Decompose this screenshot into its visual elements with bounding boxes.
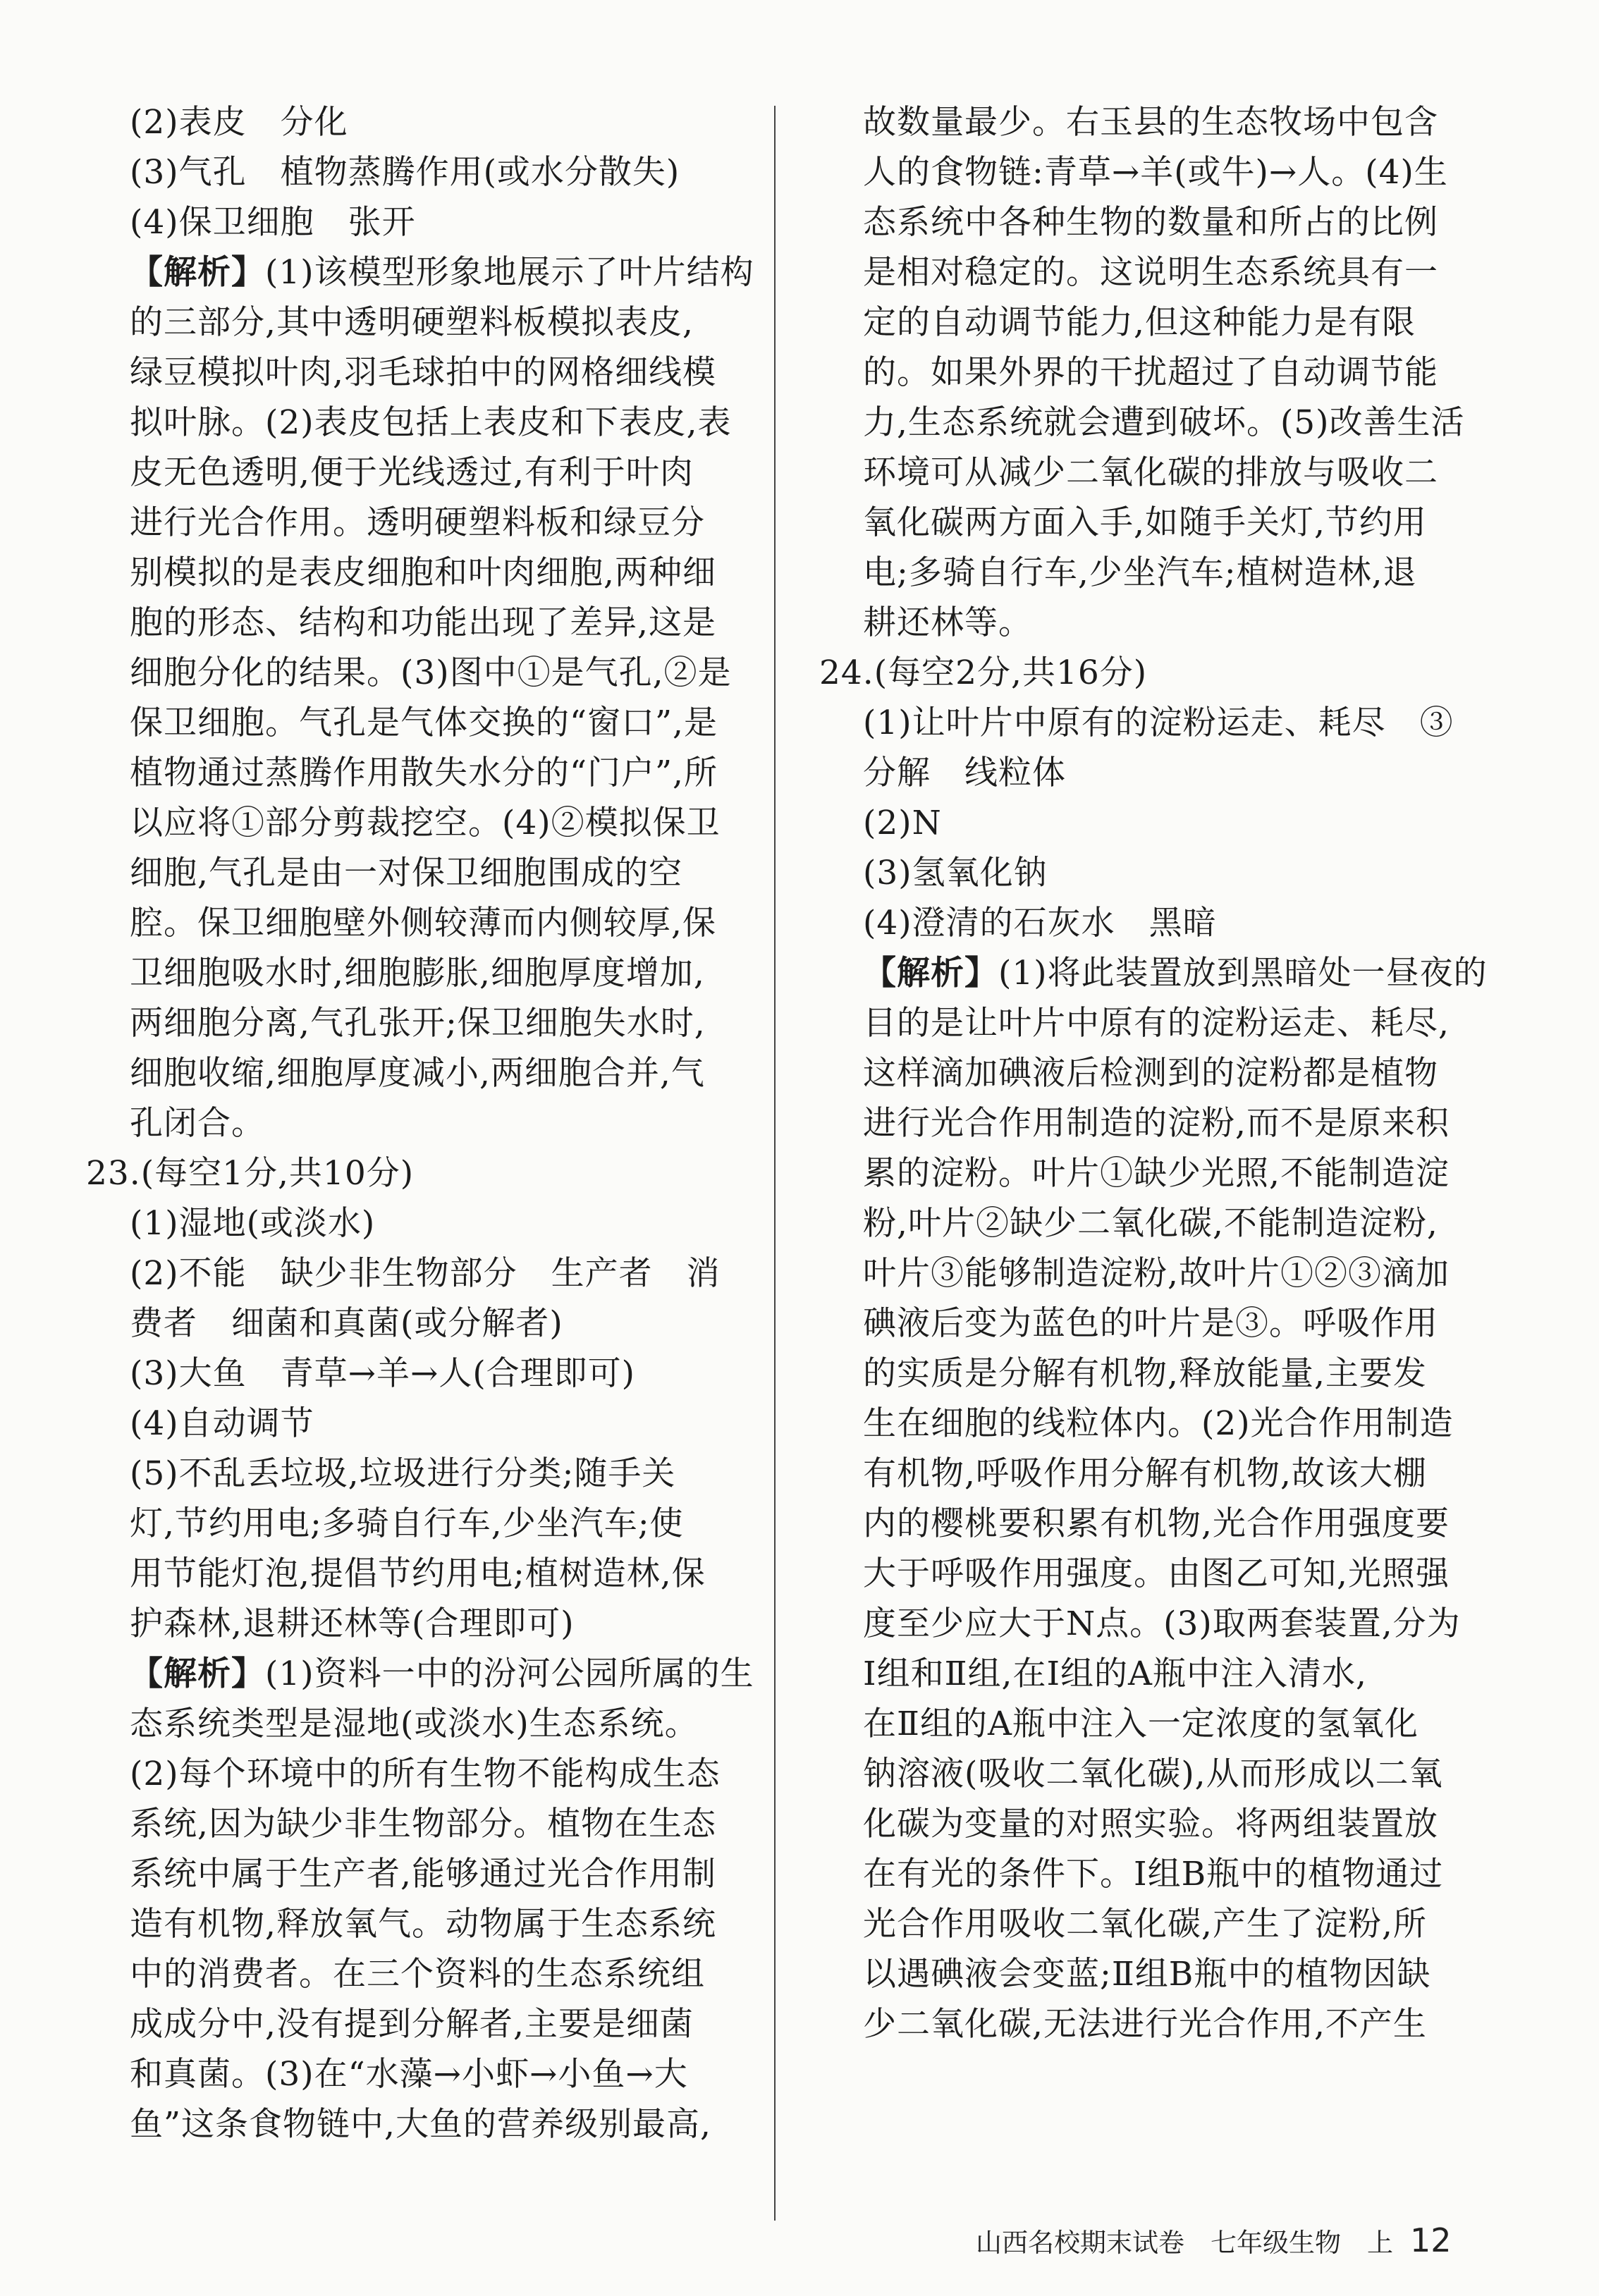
left-column: [86, 97, 754, 2149]
line-text: 皮无色透明,便于光线透过,有利于叶肉: [130, 453, 694, 492]
line-text: (3)气孔 植物蒸腾作用(或水分散失): [130, 153, 680, 192]
line-text: 护森林,退耕还林等(合理即可): [130, 1604, 575, 1643]
line-text: 是相对稳定的。这说明生态系统具有一: [863, 253, 1438, 292]
line-text: (5)不乱丢垃圾,垃圾进行分类;随手关: [130, 1454, 676, 1493]
text-line: [819, 1599, 1466, 1649]
line-text: 的实质是分解有机物,释放能量,主要发: [863, 1354, 1427, 1393]
line-text: 造有机物,释放氧气。动物属于生态系统: [130, 1905, 716, 1944]
text-line: [819, 1449, 1466, 1499]
line-text: 中的消费者。在三个资料的生态系统组: [130, 1955, 705, 1994]
text-line: [86, 1799, 740, 1849]
line-text: (4)自动调节: [130, 1404, 314, 1443]
line-text: 胞的形态、结构和功能出现了差异,这是: [130, 603, 716, 642]
text-line: [86, 798, 740, 848]
line-text: 在有光的条件下。Ⅰ组B瓶中的植物通过: [863, 1855, 1444, 1893]
line-text: 定的自动调节能力,但这种能力是有限: [863, 303, 1416, 342]
text-line: [819, 898, 1466, 948]
line-text: Ⅰ组和Ⅱ组,在Ⅰ组的A瓶中注入清水,: [863, 1655, 1367, 1693]
line-text: (1)让叶片中原有的淀粉运走、耗尽 ③: [863, 704, 1454, 742]
line-text: 绿豆模拟叶肉,羽毛球拍中的网格细线模: [130, 353, 716, 392]
text-line: [86, 748, 740, 798]
column-divider: [774, 106, 776, 2221]
line-text: 氧化碳两方面入手,如随手关灯,节约用: [863, 503, 1427, 542]
text-line: [819, 448, 1466, 498]
line-text: 有机物,呼吸作用分解有机物,故该大棚: [863, 1454, 1427, 1493]
text-line: [819, 548, 1466, 598]
text-line: [819, 297, 1466, 348]
line-text: 环境可从减少二氧化碳的排放与吸收二: [863, 453, 1438, 492]
line-text: 叶片③能够制造淀粉,故叶片①②③滴加: [863, 1254, 1450, 1293]
line-text: (1)资料一中的汾河公园所属的生: [265, 1655, 754, 1693]
line-text: 保卫细胞。气孔是气体交换的“窗口”,是: [130, 704, 718, 742]
line-text: 进行光合作用制造的淀粉,而不是原来积: [863, 1104, 1450, 1143]
text-line: [86, 2099, 740, 2149]
text-line: [86, 948, 740, 998]
line-text: 用节能灯泡,提倡节约用电;植树造林,保: [130, 1554, 706, 1593]
line-text: (1)该模型形象地展示了叶片结构: [265, 253, 754, 292]
text-line: [819, 698, 1466, 748]
text-line: [86, 1299, 740, 1349]
text-line: [819, 1699, 1466, 1749]
text-line: [819, 97, 1466, 147]
text-line: [86, 1449, 740, 1499]
text-line: [819, 398, 1466, 448]
text-line: [86, 1949, 740, 1999]
text-line: [819, 1899, 1466, 1949]
text-line: [86, 1749, 740, 1799]
line-text: 鱼”这条食物链中,大鱼的营养级别最高,: [130, 2105, 711, 2144]
text-line: [86, 1699, 740, 1749]
right-column: [819, 97, 1488, 2049]
line-text: 内的樱桃要积累有机物,光合作用强度要: [863, 1504, 1450, 1543]
text-line: [86, 998, 740, 1048]
line-text: (2)N: [863, 804, 942, 842]
text-line: [819, 1399, 1466, 1449]
line-text: (4)澄清的石灰水 黑暗: [863, 904, 1217, 943]
text-line: [819, 1849, 1466, 1899]
text-line: [86, 1649, 754, 1699]
text-line: [86, 1248, 740, 1299]
line-text: 粉,叶片②缺少二氧化碳,不能制造淀粉,: [863, 1204, 1438, 1243]
line-text: 植物通过蒸腾作用散失水分的“门户”,所: [130, 754, 718, 792]
line-text: 在Ⅱ组的A瓶中注入一定浓度的氢氧化: [863, 1705, 1419, 1743]
line-text: 和真菌。(3)在“水藻→小虾→小鱼→大: [130, 2055, 688, 2094]
line-text: 分解 线粒体: [863, 754, 1066, 792]
line-text: (1)湿地(或淡水): [130, 1204, 376, 1243]
text-line: [819, 1349, 1466, 1399]
line-text: 孔闭合。: [130, 1104, 265, 1143]
text-line: [819, 1799, 1466, 1849]
text-line: [819, 1549, 1466, 1599]
text-line: [86, 448, 740, 498]
text-line: [819, 247, 1466, 297]
text-line: [86, 898, 740, 948]
text-line: [86, 848, 740, 898]
line-text: 态系统中各种生物的数量和所占的比例: [863, 203, 1438, 242]
text-line: [819, 1098, 1466, 1148]
line-text: (3)氢氧化钠: [863, 854, 1048, 892]
line-text: 度至少应大于N点。(3)取两套装置,分为: [863, 1604, 1461, 1643]
line-text: 以遇碘液会变蓝;Ⅱ组B瓶中的植物因缺: [863, 1955, 1431, 1994]
text-line: [819, 848, 1466, 898]
text-line: [819, 798, 1466, 848]
line-text: 细胞分化的结果。(3)图中①是气孔,②是: [130, 653, 732, 692]
text-line: [819, 348, 1466, 398]
line-text: 细胞,气孔是由一对保卫细胞围成的空: [130, 854, 682, 892]
text-line: [819, 1299, 1466, 1349]
text-line: [86, 297, 740, 348]
line-text: 耕还林等。: [863, 603, 1032, 642]
text-line: [86, 1048, 740, 1098]
line-text: 化碳为变量的对照实验。将两组装置放: [863, 1805, 1438, 1843]
text-line: [86, 598, 740, 648]
line-text: 24.(每空2分,共16分): [819, 653, 1148, 692]
line-text: 碘液后变为蓝色的叶片是③。呼吸作用: [863, 1304, 1438, 1343]
analysis-tag: 【解析】: [863, 954, 998, 993]
line-text: 费者 细菌和真菌(或分解者): [130, 1304, 563, 1343]
text-line: [86, 1098, 740, 1148]
text-line: [86, 398, 740, 448]
text-line: [86, 498, 740, 548]
line-text: 灯,节约用电;多骑自行车,少坐汽车;使: [130, 1504, 684, 1543]
text-line: [86, 648, 740, 698]
text-line: [819, 948, 1488, 998]
line-text: 两细胞分离,气孔张开;保卫细胞失水时,: [130, 1004, 706, 1043]
text-line: [86, 1849, 740, 1899]
text-line: [819, 1749, 1466, 1799]
text-line: [819, 998, 1466, 1048]
line-text: 腔。保卫细胞壁外侧较薄而内侧较厚,保: [130, 904, 716, 943]
text-line: [86, 1399, 740, 1449]
line-text: 成成分中,没有提到分解者,主要是细菌: [130, 2005, 694, 2044]
text-line: [86, 2049, 740, 2099]
line-text: (2)不能 缺少非生物部分 生产者 消: [130, 1254, 721, 1293]
text-line: [819, 598, 1466, 648]
footer-book-title: 山西名校期末试卷 七年级生物 上: [976, 2228, 1393, 2258]
line-text: 系统中属于生产者,能够通过光合作用制: [130, 1855, 716, 1893]
text-line: [86, 698, 740, 748]
text-line: [819, 197, 1466, 247]
line-text: (4)保卫细胞 张开: [130, 203, 416, 242]
text-line: [819, 748, 1466, 798]
line-text: 的。如果外界的干扰超过了自动调节能: [863, 353, 1438, 392]
page-footer: [976, 2219, 1469, 2261]
line-text: 电;多骑自行车,少坐汽车;植树造林,退: [863, 553, 1417, 592]
line-text: 别模拟的是表皮细胞和叶肉细胞,两种细: [130, 553, 716, 592]
line-text: (2)表皮 分化: [130, 103, 348, 142]
line-text: 光合作用吸收二氧化碳,产生了淀粉,所: [863, 1905, 1427, 1944]
text-line: [819, 1198, 1466, 1248]
line-text: 以应将①部分剪裁挖空。(4)②模拟保卫: [130, 804, 721, 842]
analysis-tag: 【解析】: [130, 1655, 265, 1693]
line-text: 力,生态系统就会遭到破坏。(5)改善生活: [863, 403, 1465, 442]
text-line: [86, 1349, 740, 1399]
line-text: 钠溶液(吸收二氧化碳),从而形成以二氧: [863, 1755, 1443, 1793]
analysis-tag: 【解析】: [130, 253, 265, 292]
line-text: 态系统类型是湿地(或淡水)生态系统。: [130, 1705, 699, 1743]
line-text: 细胞收缩,细胞厚度减小,两细胞合并,气: [130, 1054, 705, 1093]
line-text: 大于呼吸作用强度。由图乙可知,光照强: [863, 1554, 1450, 1593]
text-line: [819, 498, 1466, 548]
text-line: [819, 1148, 1466, 1198]
question-heading: [819, 648, 1466, 698]
line-text: 故数量最少。右玉县的生态牧场中包含: [863, 103, 1438, 142]
line-text: 卫细胞吸水时,细胞膨胀,细胞厚度增加,: [130, 954, 705, 993]
text-line: [86, 1499, 740, 1549]
line-text: 目的是让叶片中原有的淀粉运走、耗尽,: [863, 1004, 1450, 1043]
line-text: 累的淀粉。叶片①缺少光照,不能制造淀: [863, 1154, 1450, 1193]
text-line: [86, 1198, 740, 1248]
question-heading: [86, 1148, 740, 1198]
text-line: [86, 97, 740, 147]
line-text: 这样滴加碘液后检测到的淀粉都是植物: [863, 1054, 1438, 1093]
text-line: [86, 1599, 740, 1649]
page-number: 12: [1410, 2221, 1452, 2259]
text-line: [819, 1048, 1466, 1098]
text-line: [86, 348, 740, 398]
text-line: [86, 548, 740, 598]
text-line: [819, 1248, 1466, 1299]
text-line: [819, 1649, 1466, 1699]
line-text: (2)每个环境中的所有生物不能构成生态: [130, 1755, 721, 1793]
text-line: [86, 1549, 740, 1599]
line-text: (3)大鱼 青草→羊→人(合理即可): [130, 1354, 636, 1393]
text-line: [819, 147, 1466, 197]
text-line: [86, 247, 754, 297]
text-line: [819, 1949, 1466, 1999]
text-line: [86, 147, 740, 197]
text-line: [86, 1899, 740, 1949]
line-text: 少二氧化碳,无法进行光合作用,不产生: [863, 2005, 1427, 2044]
line-text: 人的食物链:青草→羊(或牛)→人。(4)生: [863, 153, 1448, 192]
line-text: 拟叶脉。(2)表皮包括上表皮和下表皮,表: [130, 403, 732, 442]
text-line: [819, 1499, 1466, 1549]
text-line: [819, 1999, 1466, 2049]
text-line: [86, 197, 740, 247]
line-text: 进行光合作用。透明硬塑料板和绿豆分: [130, 503, 705, 542]
text-line: [86, 1999, 740, 2049]
line-text: 生在细胞的线粒体内。(2)光合作用制造: [863, 1404, 1454, 1443]
line-text: 23.(每空1分,共10分): [86, 1154, 415, 1193]
line-text: 系统,因为缺少非生物部分。植物在生态: [130, 1805, 716, 1843]
line-text: (1)将此装置放到黑暗处一昼夜的: [998, 954, 1488, 993]
line-text: 的三部分,其中透明硬塑料板模拟表皮,: [130, 303, 694, 342]
